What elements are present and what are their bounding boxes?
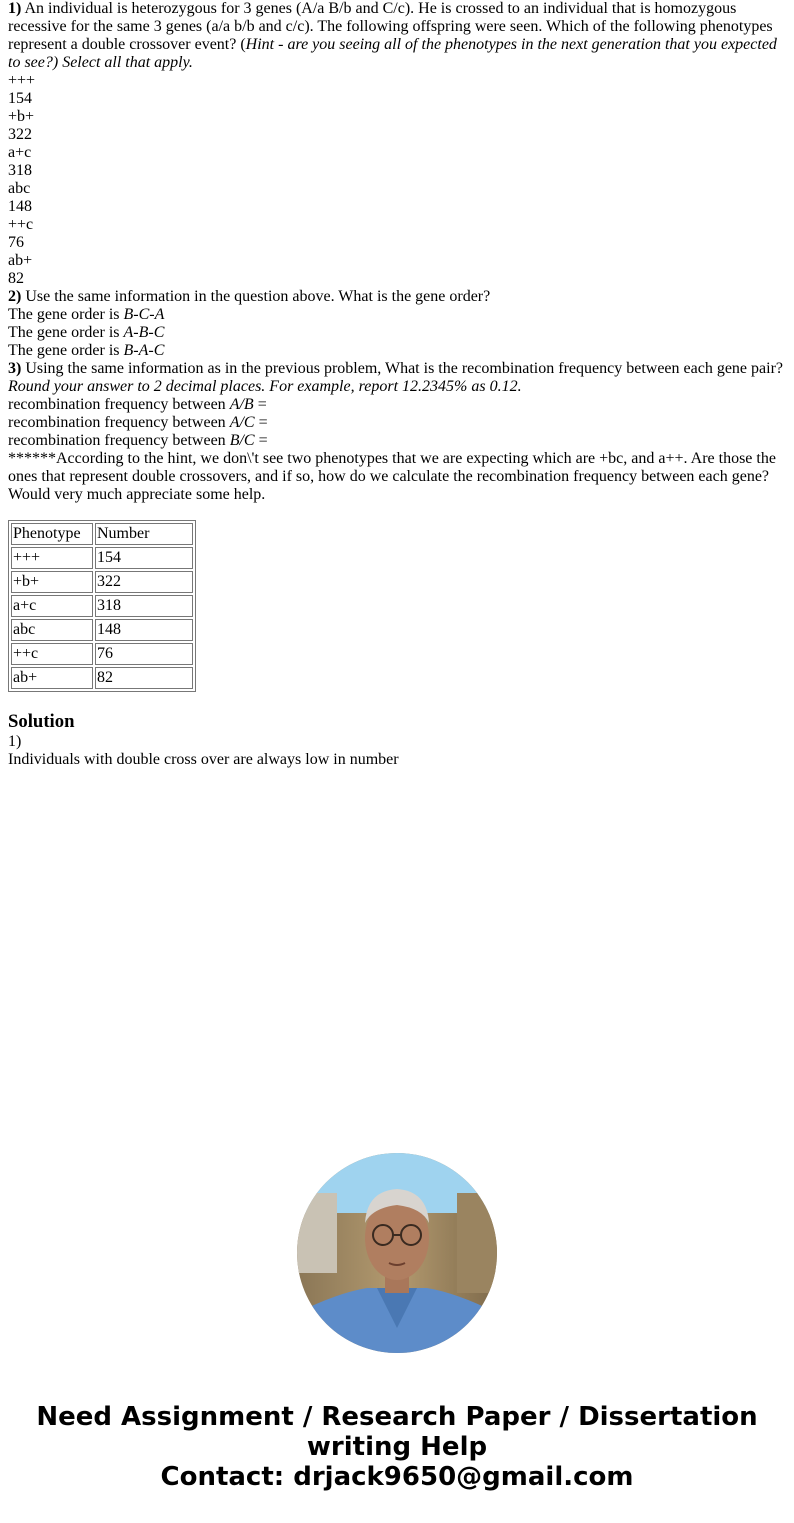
- table-row: [11, 619, 193, 641]
- question-3-text: Using the same information as in the previous problem, What is the recombination frequency between each gene pair?: [21, 360, 783, 377]
- gene-pair: A/C: [229, 414, 255, 431]
- number-cell: 322: [95, 571, 193, 593]
- table-row: [11, 595, 193, 617]
- help-banner-contact: Contact: drjack9650@gmail.com: [160, 1462, 634, 1492]
- question-1: [8, 0, 786, 72]
- number-cell: 76: [95, 643, 193, 665]
- number-cell: 148: [95, 619, 193, 641]
- question-1-text: An individual is heterozygous for 3 genes (A/a B/b and C/c). He is crossed to an individual that is homozygous recessive for the same 3 genes (a/a b/b and c/c). The following offspring were seen. Which of the following phenotypes represent a double crossover event? (: [8, 0, 773, 53]
- phenotype-count-6: 82: [8, 270, 24, 287]
- gene-pair: B/C: [229, 432, 255, 449]
- followup-question: ******According to the hint, we don\'t see two phenotypes that we are expecting which are +bc, and a++. Are those the ones that represent double crossovers, and if so, how do we calculate the recombination frequency between each gene? Would very much appreciate some help.: [8, 450, 776, 503]
- gene-order-value: B-C-A: [123, 306, 165, 323]
- question-2: [8, 288, 786, 306]
- phenotype-cell: abc: [11, 619, 93, 641]
- equals-sign: =: [254, 414, 268, 431]
- phenotype-count-5: 76: [8, 234, 24, 251]
- question-3-note: Round your answer to 2 decimal places. For example, report 12.2345% as 0.12.: [8, 378, 522, 395]
- recombination-row-ab: [8, 396, 786, 414]
- phenotype-cell: ab+: [11, 667, 93, 689]
- table-header-row: [11, 523, 193, 545]
- phenotype-count-3: 318: [8, 162, 32, 179]
- question-2-text: Use the same information in the question above. What is the gene order?: [21, 288, 491, 305]
- table-header-number: Number: [95, 523, 193, 545]
- phenotype-option-6: ab+: [8, 252, 33, 269]
- number-cell: 318: [95, 595, 193, 617]
- help-banner-line-2: writing Help: [306, 1432, 488, 1462]
- solution-line-2: Individuals with double cross over are always low in number: [8, 751, 399, 768]
- gene-order-prefix: The gene order is: [8, 306, 124, 323]
- phenotype-cell: a+c: [11, 595, 93, 617]
- phenotype-option-3: a+c: [8, 144, 32, 161]
- question-3: [8, 360, 786, 396]
- phenotype-cell: ++c: [11, 643, 93, 665]
- phenotype-option-1: +++: [8, 72, 36, 89]
- table-row: [11, 643, 193, 665]
- gene-order-option-2: [8, 324, 786, 342]
- gene-order-option-3: [8, 342, 786, 360]
- question-content: [8, 0, 786, 1122]
- question-2-number: 2): [8, 288, 22, 305]
- phenotype-count-2: 322: [8, 126, 32, 143]
- equals-sign: =: [253, 396, 267, 413]
- equals-sign: =: [254, 432, 268, 449]
- recombination-prefix: recombination frequency between: [8, 396, 230, 413]
- table-row: [11, 667, 193, 689]
- help-banner-line-1: Need Assignment / Research Paper / Dissertation: [36, 1402, 758, 1432]
- recombination-row-ac: [8, 414, 786, 432]
- phenotype-option-5: ++c: [8, 216, 34, 233]
- number-cell: 154: [95, 547, 193, 569]
- number-cell: 82: [95, 667, 193, 689]
- gene-pair: A/B: [229, 396, 254, 413]
- gene-order-option-1: [8, 306, 786, 324]
- gene-order-prefix: The gene order is: [8, 342, 124, 359]
- author-photo-icon: [297, 1153, 497, 1353]
- table-row: [11, 547, 193, 569]
- phenotype-count-1: 154: [8, 90, 32, 107]
- question-1-hint: Hint - are you seeing all of the phenotypes in the next generation that you expected to see?) Select all that apply.: [8, 36, 777, 71]
- recombination-prefix: recombination frequency between: [8, 414, 230, 431]
- phenotype-cell: +b+: [11, 571, 93, 593]
- question-3-number: 3): [8, 360, 22, 377]
- gene-order-prefix: The gene order is: [8, 324, 124, 341]
- phenotype-cell: +++: [11, 547, 93, 569]
- recombination-prefix: recombination frequency between: [8, 432, 230, 449]
- solution-heading: Solution: [8, 711, 75, 732]
- table-row: [11, 571, 193, 593]
- question-1-number: 1): [8, 0, 22, 17]
- solution-line-1: 1): [8, 733, 22, 750]
- phenotype-count-4: 148: [8, 198, 32, 215]
- phenotype-option-4: abc: [8, 180, 31, 197]
- author-avatar: [297, 1153, 497, 1353]
- help-banner: [0, 1402, 794, 1492]
- phenotype-option-2: +b+: [8, 108, 35, 125]
- phenotype-table: [8, 520, 196, 692]
- table-header-phenotype: Phenotype: [11, 523, 93, 545]
- recombination-row-bc: [8, 432, 786, 450]
- gene-order-value: B-A-C: [123, 342, 165, 359]
- gene-order-value: A-B-C: [123, 324, 165, 341]
